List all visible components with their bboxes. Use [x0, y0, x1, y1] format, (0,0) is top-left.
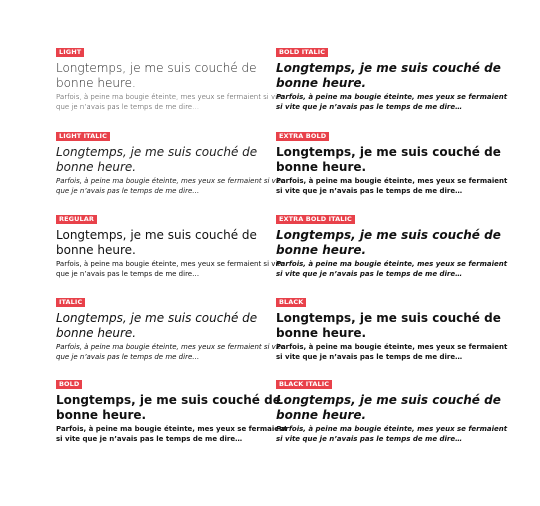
sample-light-italic — [56, 123, 296, 196]
sample-body: Parfois, à peine ma bougie éteinte, mes yeux se fermaient si vite que je n’avais pas le temps de me dire… — [56, 260, 285, 278]
sample-headline: Longtemps, je me suis couché de bonne heure. — [276, 228, 501, 257]
sample-headline: Longtemps, je me suis couché de bonne heure. — [56, 228, 257, 257]
sample-bold — [56, 371, 296, 444]
sample-headline: Longtemps, je me suis couché de bonne heure. — [56, 393, 281, 422]
sample-body: Parfois, à peine ma bougie éteinte, mes yeux se fermaient si vite que je n’avais pas le temps de me dire… — [276, 93, 508, 111]
sample-body: Parfois, à peine ma bougie éteinte, mes yeux se fermaient si vite que je n’avais pas le temps de me dire… — [56, 93, 285, 111]
weight-tag: BLACK ITALIC — [276, 380, 332, 389]
sample-headline: Longtemps, je me suis couché de bonne heure. — [276, 393, 501, 422]
sample-body: Parfois, à peine ma bougie éteinte, mes yeux se fermaient si vite que je n’avais pas le temps de me dire… — [56, 177, 285, 195]
sample-headline: Longtemps, je me suis couché de bonne heure. — [276, 145, 501, 174]
sample-body: Parfois, à peine ma bougie éteinte, mes yeux se fermaient si vite que je n’avais pas le temps de me dire… — [276, 177, 508, 195]
weight-tag: REGULAR — [56, 215, 97, 224]
sample-black — [276, 289, 516, 362]
sample-black-italic — [276, 371, 516, 444]
sample-extra-bold-italic — [276, 206, 516, 279]
sample-headline: Longtemps, je me suis couché de bonne heure. — [56, 61, 257, 90]
sample-bold-italic — [276, 39, 516, 112]
weight-tag: ITALIC — [56, 298, 85, 307]
sample-body: Parfois, à peine ma bougie éteinte, mes yeux se fermaient si vite que je n’avais pas le temps de me dire… — [276, 260, 508, 278]
weight-tag: BLACK — [276, 298, 306, 307]
weight-tag: EXTRA BOLD ITALIC — [276, 215, 355, 224]
sample-body: Parfois, à peine ma bougie éteinte, mes yeux se fermaient si vite que je n’avais pas le temps de me dire… — [56, 343, 285, 361]
sample-headline: Longtemps, je me suis couché de bonne heure. — [276, 61, 501, 90]
sample-extra-bold — [276, 123, 516, 196]
sample-body: Parfois, à peine ma bougie éteinte, mes yeux se fermaient si vite que je n’avais pas le temps de me dire… — [276, 343, 508, 361]
sample-italic — [56, 289, 296, 362]
weight-tag: LIGHT — [56, 48, 84, 57]
sample-headline: Longtemps, je me suis couché de bonne heure. — [56, 145, 258, 174]
sample-body: Parfois, à peine ma bougie éteinte, mes yeux se fermaient si vite que je n’avais pas le temps de me dire… — [56, 425, 288, 443]
sample-headline: Longtemps, je me suis couché de bonne heure. — [276, 311, 501, 340]
weight-tag: LIGHT ITALIC — [56, 132, 110, 141]
sample-body: Parfois, à peine ma bougie éteinte, mes yeux se fermaient si vite que je n’avais pas le temps de me dire… — [276, 425, 508, 443]
sample-headline: Longtemps, je me suis couché de bonne heure. — [56, 311, 258, 340]
weight-tag: BOLD — [56, 380, 82, 389]
weight-tag: EXTRA BOLD — [276, 132, 329, 141]
sample-regular — [56, 206, 296, 279]
sample-light — [56, 39, 296, 112]
weight-tag: BOLD ITALIC — [276, 48, 328, 57]
